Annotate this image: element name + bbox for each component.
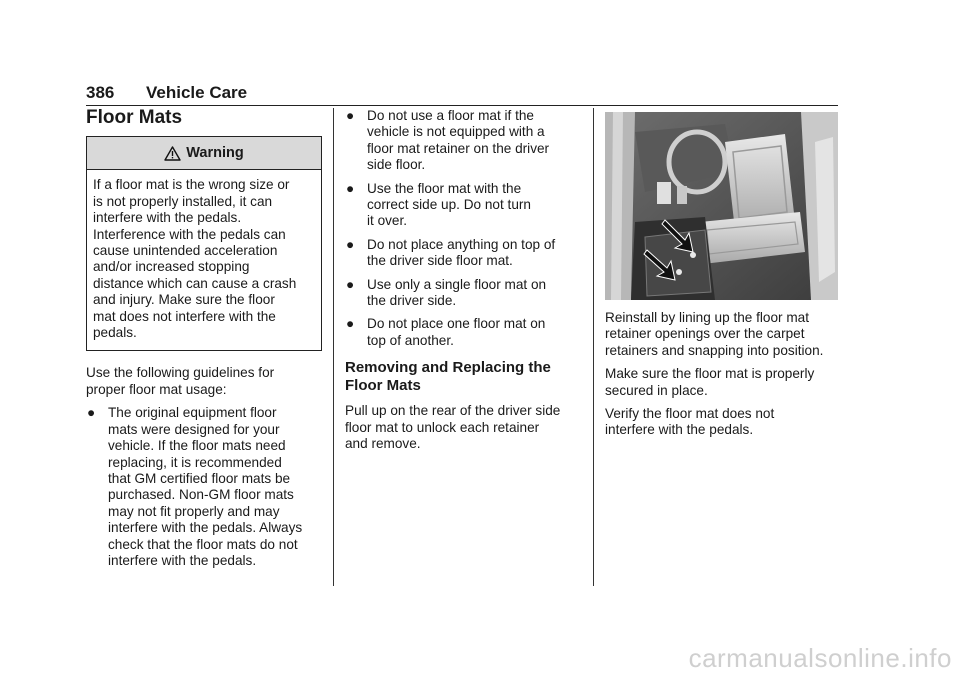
- heading-line: Removing and Replacing the: [345, 359, 551, 377]
- heading-line: Floor Mats: [345, 377, 421, 395]
- text-line: vehicle is not equipped with a: [367, 124, 545, 140]
- text-line: Do not use a floor mat if the: [367, 108, 534, 123]
- text-line: the driver side floor mat.: [367, 253, 513, 269]
- column-2: [345, 108, 581, 460]
- page-number: 386: [86, 83, 115, 102]
- bullet-marker: ●: [346, 276, 355, 292]
- text-line: proper floor mat usage:: [86, 381, 227, 397]
- column-1: [86, 108, 322, 576]
- text-line: and/or increased stopping: [93, 259, 250, 275]
- text-line: may not fit properly and may: [108, 503, 280, 519]
- column-divider: [593, 108, 594, 586]
- bullet-marker: ●: [346, 316, 355, 332]
- text-line: retainers and snapping into position.: [605, 342, 824, 358]
- text-line: Use only a single floor mat on: [367, 276, 547, 292]
- text-line: Use the floor mat with the: [367, 180, 522, 196]
- list-item: [86, 405, 322, 569]
- text-line: mats were designed for your: [108, 421, 280, 437]
- verify-paragraph: [605, 406, 838, 439]
- text-line: Do not place one floor mat on: [367, 316, 546, 332]
- text-line: retainer openings over the carpet: [605, 326, 805, 342]
- text-line: check that the floor mats do not: [108, 536, 298, 552]
- reinstall-paragraph: [605, 310, 838, 359]
- list-item: [345, 108, 581, 174]
- page-title: Floor Mats: [86, 107, 183, 128]
- text-line: pedals.: [93, 325, 137, 341]
- warning-label: Warning: [186, 145, 244, 162]
- text-line: Verify the floor mat does not: [605, 406, 775, 422]
- watermark: carmanualsonline.info: [688, 643, 952, 673]
- secure-paragraph: [605, 366, 838, 399]
- text-line: Interference with the pedals can: [93, 226, 286, 242]
- text-line: Do not place anything on top of: [367, 236, 556, 252]
- text-line: floor mat retainer on the driver: [367, 140, 550, 156]
- text-line: interfere with the pedals.: [605, 422, 754, 438]
- bullet-marker: ●: [346, 180, 355, 196]
- column-3: [605, 108, 838, 446]
- list-item: [345, 316, 581, 349]
- text-line: it over.: [367, 213, 408, 229]
- text-line: floor mat to unlock each retainer: [345, 419, 540, 435]
- text-line: secured in place.: [605, 382, 708, 398]
- text-line: side floor.: [367, 157, 426, 173]
- page-header: [86, 83, 838, 106]
- text-line: interfere with the pedals. Always: [108, 520, 303, 536]
- guideline-list: [86, 405, 322, 569]
- bullet-marker: ●: [87, 405, 96, 421]
- warning-text: [87, 170, 321, 350]
- text-line: purchased. Non-GM floor mats: [108, 487, 294, 503]
- list-item: [345, 237, 581, 270]
- text-line: that GM certified floor mats be: [108, 470, 291, 486]
- column-divider: [333, 108, 334, 586]
- section-heading: [345, 359, 581, 395]
- section-title: Vehicle Care: [146, 83, 248, 102]
- intro-paragraph: [86, 365, 322, 398]
- bullet-marker: ●: [346, 236, 355, 252]
- removal-paragraph: [345, 403, 581, 452]
- guideline-list-continued: [345, 108, 581, 349]
- text-line: mat does not interfere with the: [93, 308, 276, 324]
- text-line: interfere with the pedals.: [93, 210, 242, 226]
- text-line: correct side up. Do not turn: [367, 197, 531, 213]
- warning-header: [87, 137, 321, 170]
- text-line: replacing, it is recommended: [108, 454, 282, 470]
- text-line: is not properly installed, it can: [93, 193, 273, 209]
- warning-box: [86, 136, 322, 351]
- text-line: Reinstall by lining up the floor mat: [605, 310, 810, 325]
- text-line: The original equipment floor: [108, 405, 277, 421]
- text-line: Pull up on the rear of the driver side: [345, 403, 561, 419]
- text-line: If a floor mat is the wrong size or: [93, 177, 290, 193]
- text-line: Use the following guidelines for: [86, 365, 275, 381]
- text-line: and injury. Make sure the floor: [93, 292, 275, 308]
- warning-triangle-icon: [164, 146, 181, 161]
- list-item: [345, 181, 581, 230]
- text-line: cause unintended acceleration: [93, 243, 278, 259]
- text-line: Make sure the floor mat is properly: [605, 366, 815, 382]
- text-line: and remove.: [345, 436, 421, 452]
- list-item: [345, 277, 581, 310]
- text-line: interfere with the pedals.: [108, 552, 257, 568]
- text-line: distance which can cause a crash: [93, 275, 297, 291]
- text-line: top of another.: [367, 332, 454, 348]
- bullet-marker: ●: [346, 108, 355, 123]
- text-line: the driver side.: [367, 293, 457, 309]
- car-interior-floor-mat-illustration: [605, 112, 838, 300]
- text-line: vehicle. If the floor mats need: [108, 438, 286, 454]
